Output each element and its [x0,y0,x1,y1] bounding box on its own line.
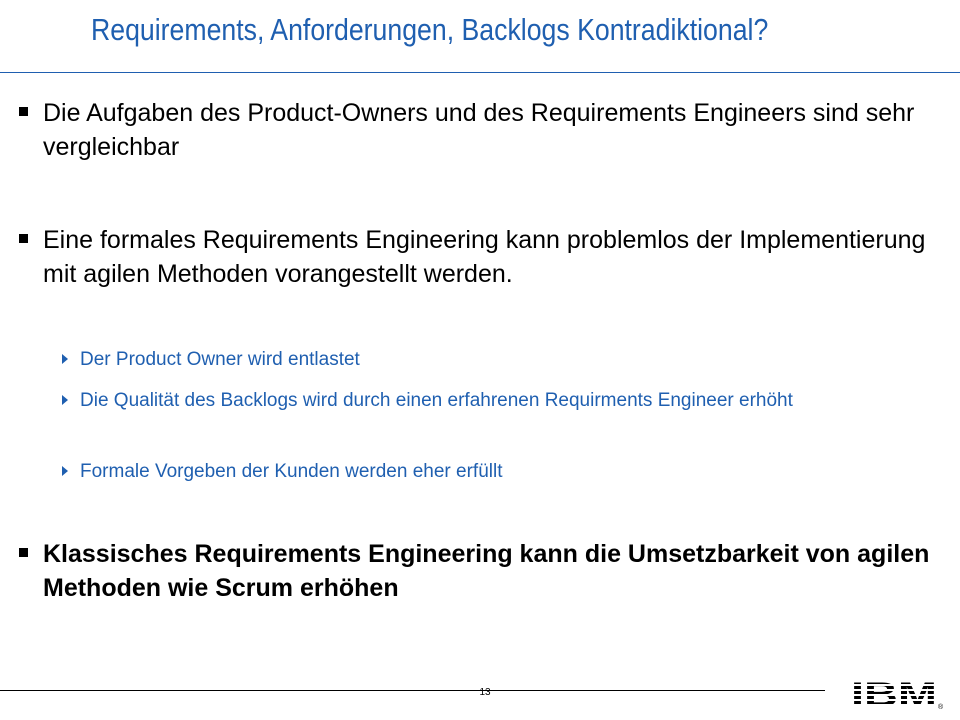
triangle-bullet-icon [62,354,68,364]
sub-bullet-item-2 [62,389,922,413]
footer-divider [0,690,825,691]
sub-bullet-text-3: Formale Vorgeben der Kunden werden eher erfüllt [80,461,503,482]
page-number: 13 [479,687,491,698]
sub-bullet-text-2: Die Qualität des Backlogs wird durch einen erfahrenen Requirments Engineer erhöht [80,390,793,411]
bullet-item-2 [19,223,939,291]
triangle-bullet-icon [62,466,68,476]
title-divider [0,72,960,73]
bullet-text-2: Eine formales Requirements Engineering kann problemlos der Implementierung mit agilen Methoden vorangestellt werden. [43,226,926,288]
sub-bullet-item-3 [62,460,922,484]
bullet-item-1 [19,96,939,164]
bullet-text-1: Die Aufgaben des Product-Owners und des Requirements Engineers sind sehr vergleichbar [43,99,915,161]
ibm-logo-text: IBM [851,676,937,712]
slide-title: Requirements, Anforderungen, Backlogs Kontradiktional? [91,12,769,47]
triangle-bullet-icon [62,395,68,405]
square-bullet-icon [19,548,28,557]
svg-text:®: ® [938,704,944,711]
ibm-logo [849,676,945,712]
conclusion-text: Klassisches Requirements Engineering kann die Umsetzbarkeit von agilen Methoden wie Scrum erhöhen [43,540,930,602]
square-bullet-icon [19,234,28,243]
square-bullet-icon [19,107,28,116]
sub-bullet-item-1 [62,348,922,372]
bullet-item-3 [19,537,939,605]
sub-bullet-text-1: Der Product Owner wird entlastet [80,349,360,370]
